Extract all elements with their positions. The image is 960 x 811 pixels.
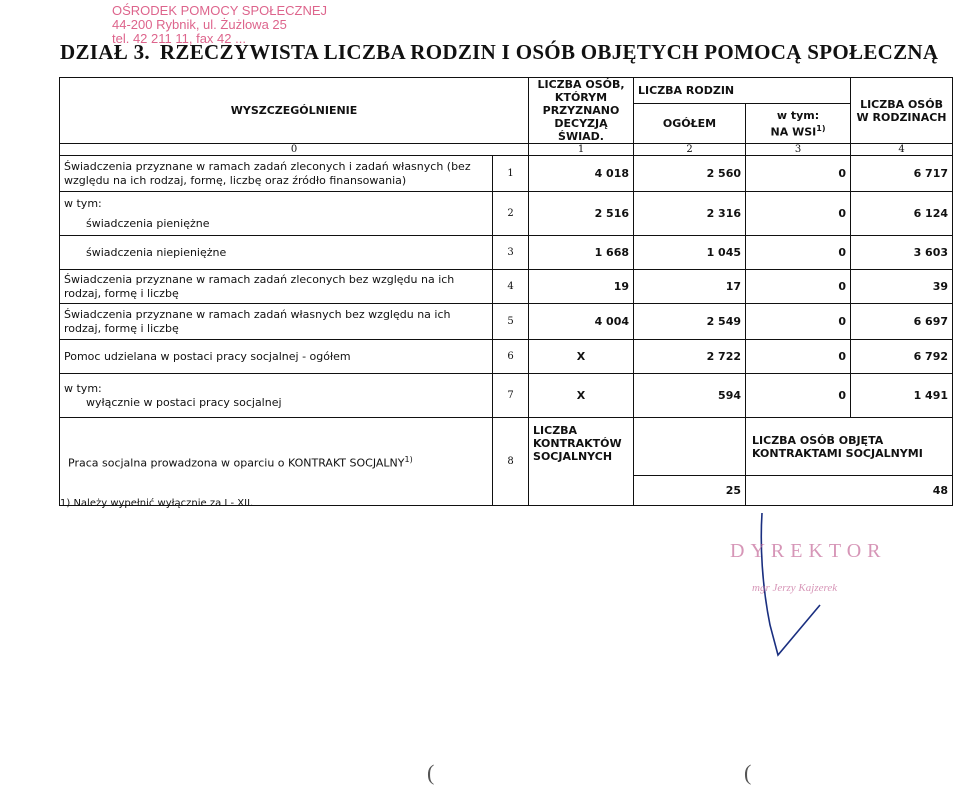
row-number: 5 bbox=[493, 304, 529, 340]
cell-persons-decision: 19 bbox=[529, 270, 634, 304]
row-description: świadczenia niepieniężne bbox=[60, 236, 493, 270]
row-description-note: 1) bbox=[404, 454, 413, 464]
cell-families-rural: 0 bbox=[746, 156, 851, 192]
row-number: 6 bbox=[493, 340, 529, 374]
col-number-1: 1 bbox=[529, 144, 634, 156]
stamp-line-3: tel. 42 211 11, fax 42 ... bbox=[112, 31, 246, 46]
page-title bbox=[60, 40, 938, 65]
cell-persons-families: 6 697 bbox=[851, 304, 953, 340]
cell-persons-families: 6 792 bbox=[851, 340, 953, 374]
table-row bbox=[60, 418, 953, 476]
header-total: OGÓŁEM bbox=[634, 104, 746, 144]
row-description: świadczenia pieniężne bbox=[86, 216, 210, 230]
row-description: Praca socjalna prowadzona w oparciu o KONTRAKT SOCJALNY bbox=[68, 456, 405, 470]
footnote: 1) Należy wypełnić wyłącznie za I - XII. bbox=[60, 498, 254, 509]
table-row bbox=[60, 236, 953, 270]
cell-persons-families: 6 124 bbox=[851, 192, 953, 236]
row-number: 7 bbox=[493, 374, 529, 418]
row-description: Świadczenia przyznane w ramach zadań zleconych bez względu na ich rodzaj, formę i liczbę bbox=[60, 270, 493, 304]
row-number: 3 bbox=[493, 236, 529, 270]
contract-persons-label: LICZBA OSÓB OBJĘTA KONTRAKTAMI SOCJALNYMI bbox=[746, 418, 953, 476]
cell-families-total: 1 045 bbox=[634, 236, 746, 270]
cell-persons-families: 6 717 bbox=[851, 156, 953, 192]
cell-persons-decision: 1 668 bbox=[529, 236, 634, 270]
cell-families-rural: 0 bbox=[746, 304, 851, 340]
row-number: 2 bbox=[493, 192, 529, 236]
cell-families-rural: 0 bbox=[746, 192, 851, 236]
col-number-4: 4 bbox=[851, 144, 953, 156]
page-mark-left: ( bbox=[427, 760, 435, 785]
signature-name: mgr Jerzy Kajzerek bbox=[752, 582, 838, 594]
signature-title: DYREKTOR bbox=[730, 540, 887, 562]
header-persons-families: LICZBA OSÓB W RODZINACH bbox=[851, 78, 953, 144]
cell-persons-decision: 4 004 bbox=[529, 304, 634, 340]
cell-families-total: 594 bbox=[634, 374, 746, 418]
header-wsi: NA WSI bbox=[770, 125, 817, 139]
row-prefix: w tym: bbox=[64, 196, 102, 210]
header-persons-decision: LICZBA OSÓB, KTÓRYM PRZYZNANO DECYZJĄ ŚWIAD. bbox=[529, 78, 634, 144]
contract-row-description-cell bbox=[60, 418, 493, 506]
section-title: RZECZYWISTA LICZBA RODZIN I OSÓB OBJĘTYCH POMOCĄ SPOŁECZNĄ bbox=[159, 40, 939, 64]
cell-persons-families: 3 603 bbox=[851, 236, 953, 270]
cell-families-total: 2 722 bbox=[634, 340, 746, 374]
statistics-table bbox=[59, 77, 953, 506]
table-row bbox=[60, 192, 953, 236]
row-description: wyłącznie w postaci pracy socjalnej bbox=[86, 395, 282, 409]
row-number: 1 bbox=[493, 156, 529, 192]
contracts-label: LICZBA KONTRAKTÓW SOCJALNYCH bbox=[529, 418, 634, 506]
cell-families-rural: 0 bbox=[746, 236, 851, 270]
row-description: Pomoc udzielana w postaci pracy socjalnej - ogółem bbox=[60, 340, 493, 374]
section-number: DZIAŁ 3. bbox=[60, 40, 150, 64]
cell-families-total: 17 bbox=[634, 270, 746, 304]
contract-persons-value: 48 bbox=[746, 476, 953, 506]
header-families: LICZBA RODZIN bbox=[634, 78, 851, 104]
cell-families-rural: 0 bbox=[746, 340, 851, 374]
row-description: Świadczenia przyznane w ramach zadań własnych bez względu na ich rodzaj, formę i liczbę bbox=[60, 304, 493, 340]
col-number-0: 0 bbox=[60, 144, 529, 156]
header-rural bbox=[746, 104, 851, 144]
cell-persons-families: 39 bbox=[851, 270, 953, 304]
cell-families-rural: 0 bbox=[746, 374, 851, 418]
header-wsi-note: 1) bbox=[816, 123, 826, 133]
table-row bbox=[60, 374, 953, 418]
header-of-which: w tym: bbox=[776, 108, 820, 122]
stamp-line-2: 44-200 Rybnik, ul. Żużlowa 25 bbox=[112, 17, 287, 32]
cell-families-total: 2 549 bbox=[634, 304, 746, 340]
row-description: Świadczenia przyznane w ramach zadań zleconych i zadań własnych (bez względu na ich rodzaj, formę, liczbę oraz źródło finansowania) bbox=[60, 156, 493, 192]
contract-empty-cell bbox=[634, 418, 746, 476]
table-row bbox=[60, 156, 953, 192]
cell-families-total: 2 316 bbox=[634, 192, 746, 236]
cell-persons-decision: X bbox=[529, 374, 634, 418]
page-mark-right: ( bbox=[744, 760, 752, 785]
row-number: 8 bbox=[493, 418, 529, 506]
header-spec: WYSZCZEGÓLNIENIE bbox=[60, 78, 529, 144]
cell-persons-decision: 4 018 bbox=[529, 156, 634, 192]
row-description-cell bbox=[60, 192, 493, 236]
cell-persons-decision: X bbox=[529, 340, 634, 374]
cell-families-rural: 0 bbox=[746, 270, 851, 304]
cell-persons-families: 1 491 bbox=[851, 374, 953, 418]
col-number-2: 2 bbox=[634, 144, 746, 156]
table-row bbox=[60, 304, 953, 340]
stamp-line-1: OŚRODEK POMOCY SPOŁECZNEJ bbox=[112, 3, 328, 18]
contracts-value: 25 bbox=[634, 476, 746, 506]
row-prefix: w tym: bbox=[64, 381, 102, 395]
table-row bbox=[60, 270, 953, 304]
col-number-3: 3 bbox=[746, 144, 851, 156]
table-row bbox=[60, 340, 953, 374]
row-description-cell bbox=[60, 374, 493, 418]
cell-persons-decision: 2 516 bbox=[529, 192, 634, 236]
cell-families-total: 2 560 bbox=[634, 156, 746, 192]
row-number: 4 bbox=[493, 270, 529, 304]
